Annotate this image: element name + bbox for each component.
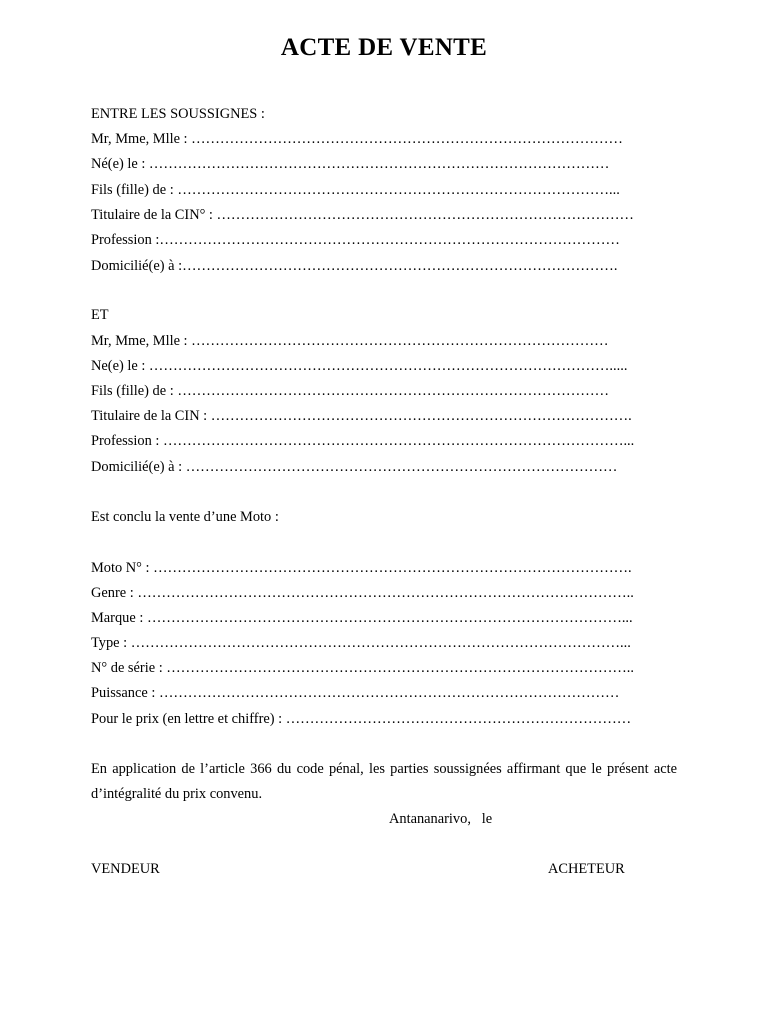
moto-serial-field: N° de série : ……………………………………………………………………………………..: [91, 660, 634, 676]
party2-parent-field: Fils (fille) de : ………………………………………………………………………………: [91, 383, 610, 399]
party1-heading: ENTRE LES SOUSSIGNES :: [91, 106, 265, 122]
moto-type-field: Type : …………………………………………………………………………………………...: [91, 635, 631, 651]
party1-birth-field: Né(e) le : ……………………………………………………………………………………: [91, 156, 610, 172]
moto-number-field: Moto N° : ……………………………………………………………………………………….: [91, 560, 632, 576]
buyer-label: ACHETEUR: [548, 861, 625, 877]
party1-parent-field: Fils (fille) de : ………………………………………………………………………………...: [91, 182, 620, 198]
seller-label: VENDEUR: [91, 861, 160, 877]
party2-cin-field: Titulaire de la CIN : …………………………………………………………………………….: [91, 408, 632, 424]
party1-address-field: Domicilié(e) à :……………………………………………………………………………….: [91, 258, 618, 274]
party1-cin-field: Titulaire de la CIN° : ……………………………………………………………………………: [91, 207, 634, 223]
party2-address-field: Domicilié(e) à : ………………………………………………………………………………: [91, 459, 618, 475]
party2-heading: ET: [91, 307, 109, 323]
moto-brand-field: Marque : ………………………………………………………………………………………...: [91, 610, 633, 626]
party1-profession-field: Profession :……………………………………………………………………………………: [91, 232, 620, 248]
legal-paragraph: En application de l’article 366 du code pénal, les parties soussignées affirmant que le présent acte d’intégralité du prix convenu.: [91, 761, 677, 802]
price-field: Pour le prix (en lettre et chiffre) : ………………………………………………………………: [91, 711, 632, 727]
sale-intro: Est conclu la vente d’une Moto :: [91, 509, 279, 525]
moto-genre-field: Genre : …………………………………………………………………………………………..: [91, 585, 634, 601]
party1-name-field: Mr, Mme, Mlle : ………………………………………………………………………………: [91, 131, 623, 147]
document-title: ACTE DE VENTE: [280, 34, 488, 61]
party2-birth-field: Ne(e) le : …………………………………………………………………………………….....: [91, 358, 628, 374]
party2-name-field: Mr, Mme, Mlle : ……………………………………………………………………………: [91, 333, 609, 349]
party2-profession-field: Profession : ……………………………………………………………………………………...: [91, 433, 635, 449]
moto-power-field: Puissance : ……………………………………………………………………………………: [91, 685, 620, 701]
place-date: Antananarivo, le: [389, 811, 493, 827]
